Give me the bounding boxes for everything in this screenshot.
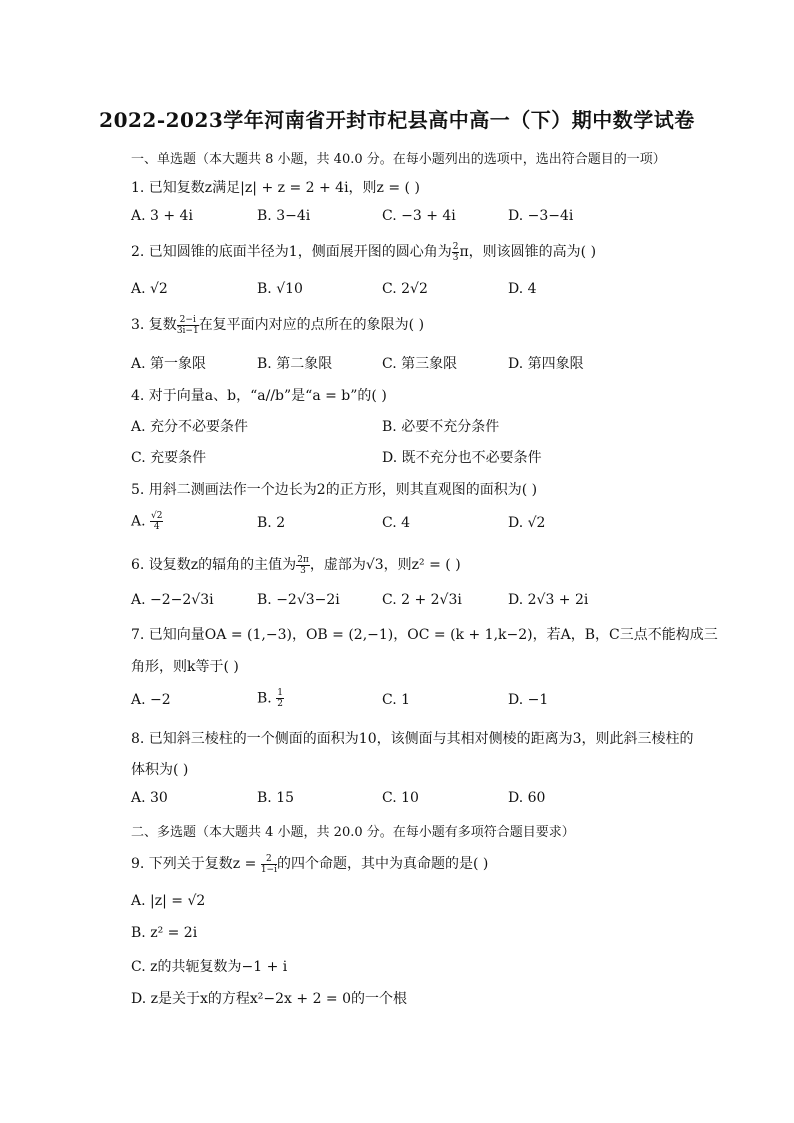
q5-option-a-label: A. [131, 513, 151, 530]
question-5-stem: 5. 用斜二测画法作一个边长为2的正方形，则其直观图的面积为( ) [131, 482, 538, 498]
q6-frac-num: 2π [297, 554, 309, 565]
q3-fraction [177, 315, 199, 336]
page-title: 2022-2023学年河南省开封市杞县高中高一（下）期中数学试卷 [99, 108, 695, 132]
q9-frac-num: 2 [261, 854, 277, 865]
q3-option-a[interactable]: A. 第一象限 [131, 356, 207, 372]
q3-frac-den: 3i−1 [176, 325, 199, 336]
q6-option-a[interactable]: A. −2−2√3i [131, 592, 214, 608]
question-8-stem-continued: 体积为( ) [131, 762, 189, 778]
q7-option-b-num: 1 [277, 688, 283, 698]
q6-stem-part-a: 6. 设复数z的辐角的主值为 [131, 557, 297, 573]
question-9-stem [131, 853, 488, 875]
q7-option-b-den: 2 [277, 699, 283, 709]
q5-option-d[interactable]: D. √2 [508, 515, 546, 531]
question-7-stem-continued: 角形，则k等于( ) [131, 659, 239, 675]
q5-option-a[interactable] [131, 511, 163, 532]
q6-option-c[interactable]: C. 2 + 2√3i [382, 592, 462, 608]
q9-stem-part-a: 9. 下列关于复数z = [131, 856, 261, 872]
q6-fraction [296, 555, 310, 576]
q9-fraction [261, 854, 277, 875]
q7-option-a[interactable]: A. −2 [131, 692, 171, 708]
q4-option-b[interactable]: B. 必要不充分条件 [382, 419, 500, 435]
q7-option-d[interactable]: D. −1 [508, 692, 549, 708]
q2-option-c[interactable]: C. 2√2 [382, 281, 428, 297]
section-heading-single-choice: 一、单选题（本大题共 8 小题，共 40.0 分。在每小题列出的选项中，选出符合题目的一项） [131, 152, 666, 167]
q9-option-d[interactable]: D. z是关于x的方程x²−2x + 2 = 0的一个根 [131, 991, 408, 1007]
q9-frac-den: 1−i [260, 864, 277, 875]
question-8-stem: 8. 已知斜三棱柱的一个侧面的面积为10，该侧面与其相对侧棱的距离为3，则此斜三棱柱的 [131, 731, 694, 747]
q3-option-c[interactable]: C. 第三象限 [382, 356, 458, 372]
q6-frac-den: 3 [300, 565, 306, 576]
q6-stem-part-b: ，虚部为√3，则z² = ( ) [309, 557, 461, 573]
q2-stem-part-a: 2. 已知圆锥的底面半径为1，侧面展开图的圆心角为 [131, 244, 452, 260]
q8-option-b[interactable]: B. 15 [257, 790, 295, 806]
q2-option-b[interactable]: B. √10 [257, 281, 303, 297]
question-6-stem [131, 554, 461, 576]
q4-option-a[interactable]: A. 充分不必要条件 [131, 419, 249, 435]
q7-option-b-label: B. [257, 690, 277, 707]
section-heading-multiple-choice: 二、多选题（本大题共 4 小题，共 20.0 分。在每小题有多项符合题目要求） [131, 825, 575, 840]
q1-option-d[interactable]: D. −3−4i [508, 208, 574, 224]
q3-stem-part-a: 3. 复数 [131, 317, 177, 333]
q2-option-a[interactable]: A. √2 [131, 281, 168, 297]
q2-option-d[interactable]: D. 4 [508, 281, 537, 297]
question-1-stem: 1. 已知复数z满足|z| + z = 2 + 4i，则z = ( ) [131, 180, 420, 196]
q9-option-a[interactable]: A. |z| = √2 [131, 893, 206, 909]
q5-option-a-num: √2 [151, 511, 163, 521]
q6-option-d[interactable]: D. 2√3 + 2i [508, 592, 589, 608]
q2-stem-part-b: π，则该圆锥的高为( ) [459, 244, 597, 260]
question-3-stem [131, 314, 424, 336]
q5-option-a-fraction [150, 511, 163, 532]
q2-frac-num: 2 [452, 241, 459, 252]
question-4-stem: 4. 对于向量a、b，“a//b”是“a = b”的( ) [131, 388, 387, 404]
q3-stem-part-b: 在复平面内对应的点所在的象限为( ) [198, 317, 425, 333]
question-7-stem: 7. 已知向量OA = (1,−3)，OB = (2,−1)，OC = (k + 1,k−2)，若A，B，C三点不能构成三 [131, 627, 718, 643]
q9-option-c[interactable]: C. z的共轭复数为−1 + i [131, 959, 288, 975]
q3-frac-num: 2−i [177, 315, 199, 326]
q5-option-b[interactable]: B. 2 [257, 515, 286, 531]
q1-option-a[interactable]: A. 3 + 4i [131, 208, 193, 224]
q7-option-b[interactable] [257, 688, 284, 709]
q1-option-b[interactable]: B. 3−4i [257, 208, 311, 224]
q2-frac-den: 3 [452, 252, 459, 263]
q1-option-c[interactable]: C. −3 + 4i [382, 208, 456, 224]
q8-option-c[interactable]: C. 10 [382, 790, 419, 806]
question-2-stem [131, 241, 596, 263]
q9-option-b[interactable]: B. z² = 2i [131, 925, 198, 941]
q3-option-b[interactable]: B. 第二象限 [257, 356, 333, 372]
q7-option-c[interactable]: C. 1 [382, 692, 411, 708]
q5-option-a-den: 4 [153, 522, 160, 532]
q6-option-b[interactable]: B. −2√3−2i [257, 592, 340, 608]
q4-option-c[interactable]: C. 充要条件 [131, 450, 207, 466]
q9-stem-part-b: 的四个命题，其中为真命题的是( ) [276, 856, 489, 872]
q8-option-a[interactable]: A. 30 [131, 790, 168, 806]
q5-option-c[interactable]: C. 4 [382, 515, 411, 531]
q8-option-d[interactable]: D. 60 [508, 790, 546, 806]
q4-option-d[interactable]: D. 既不充分也不必要条件 [382, 450, 542, 466]
q3-option-d[interactable]: D. 第四象限 [508, 356, 584, 372]
q7-option-b-fraction [276, 688, 284, 709]
